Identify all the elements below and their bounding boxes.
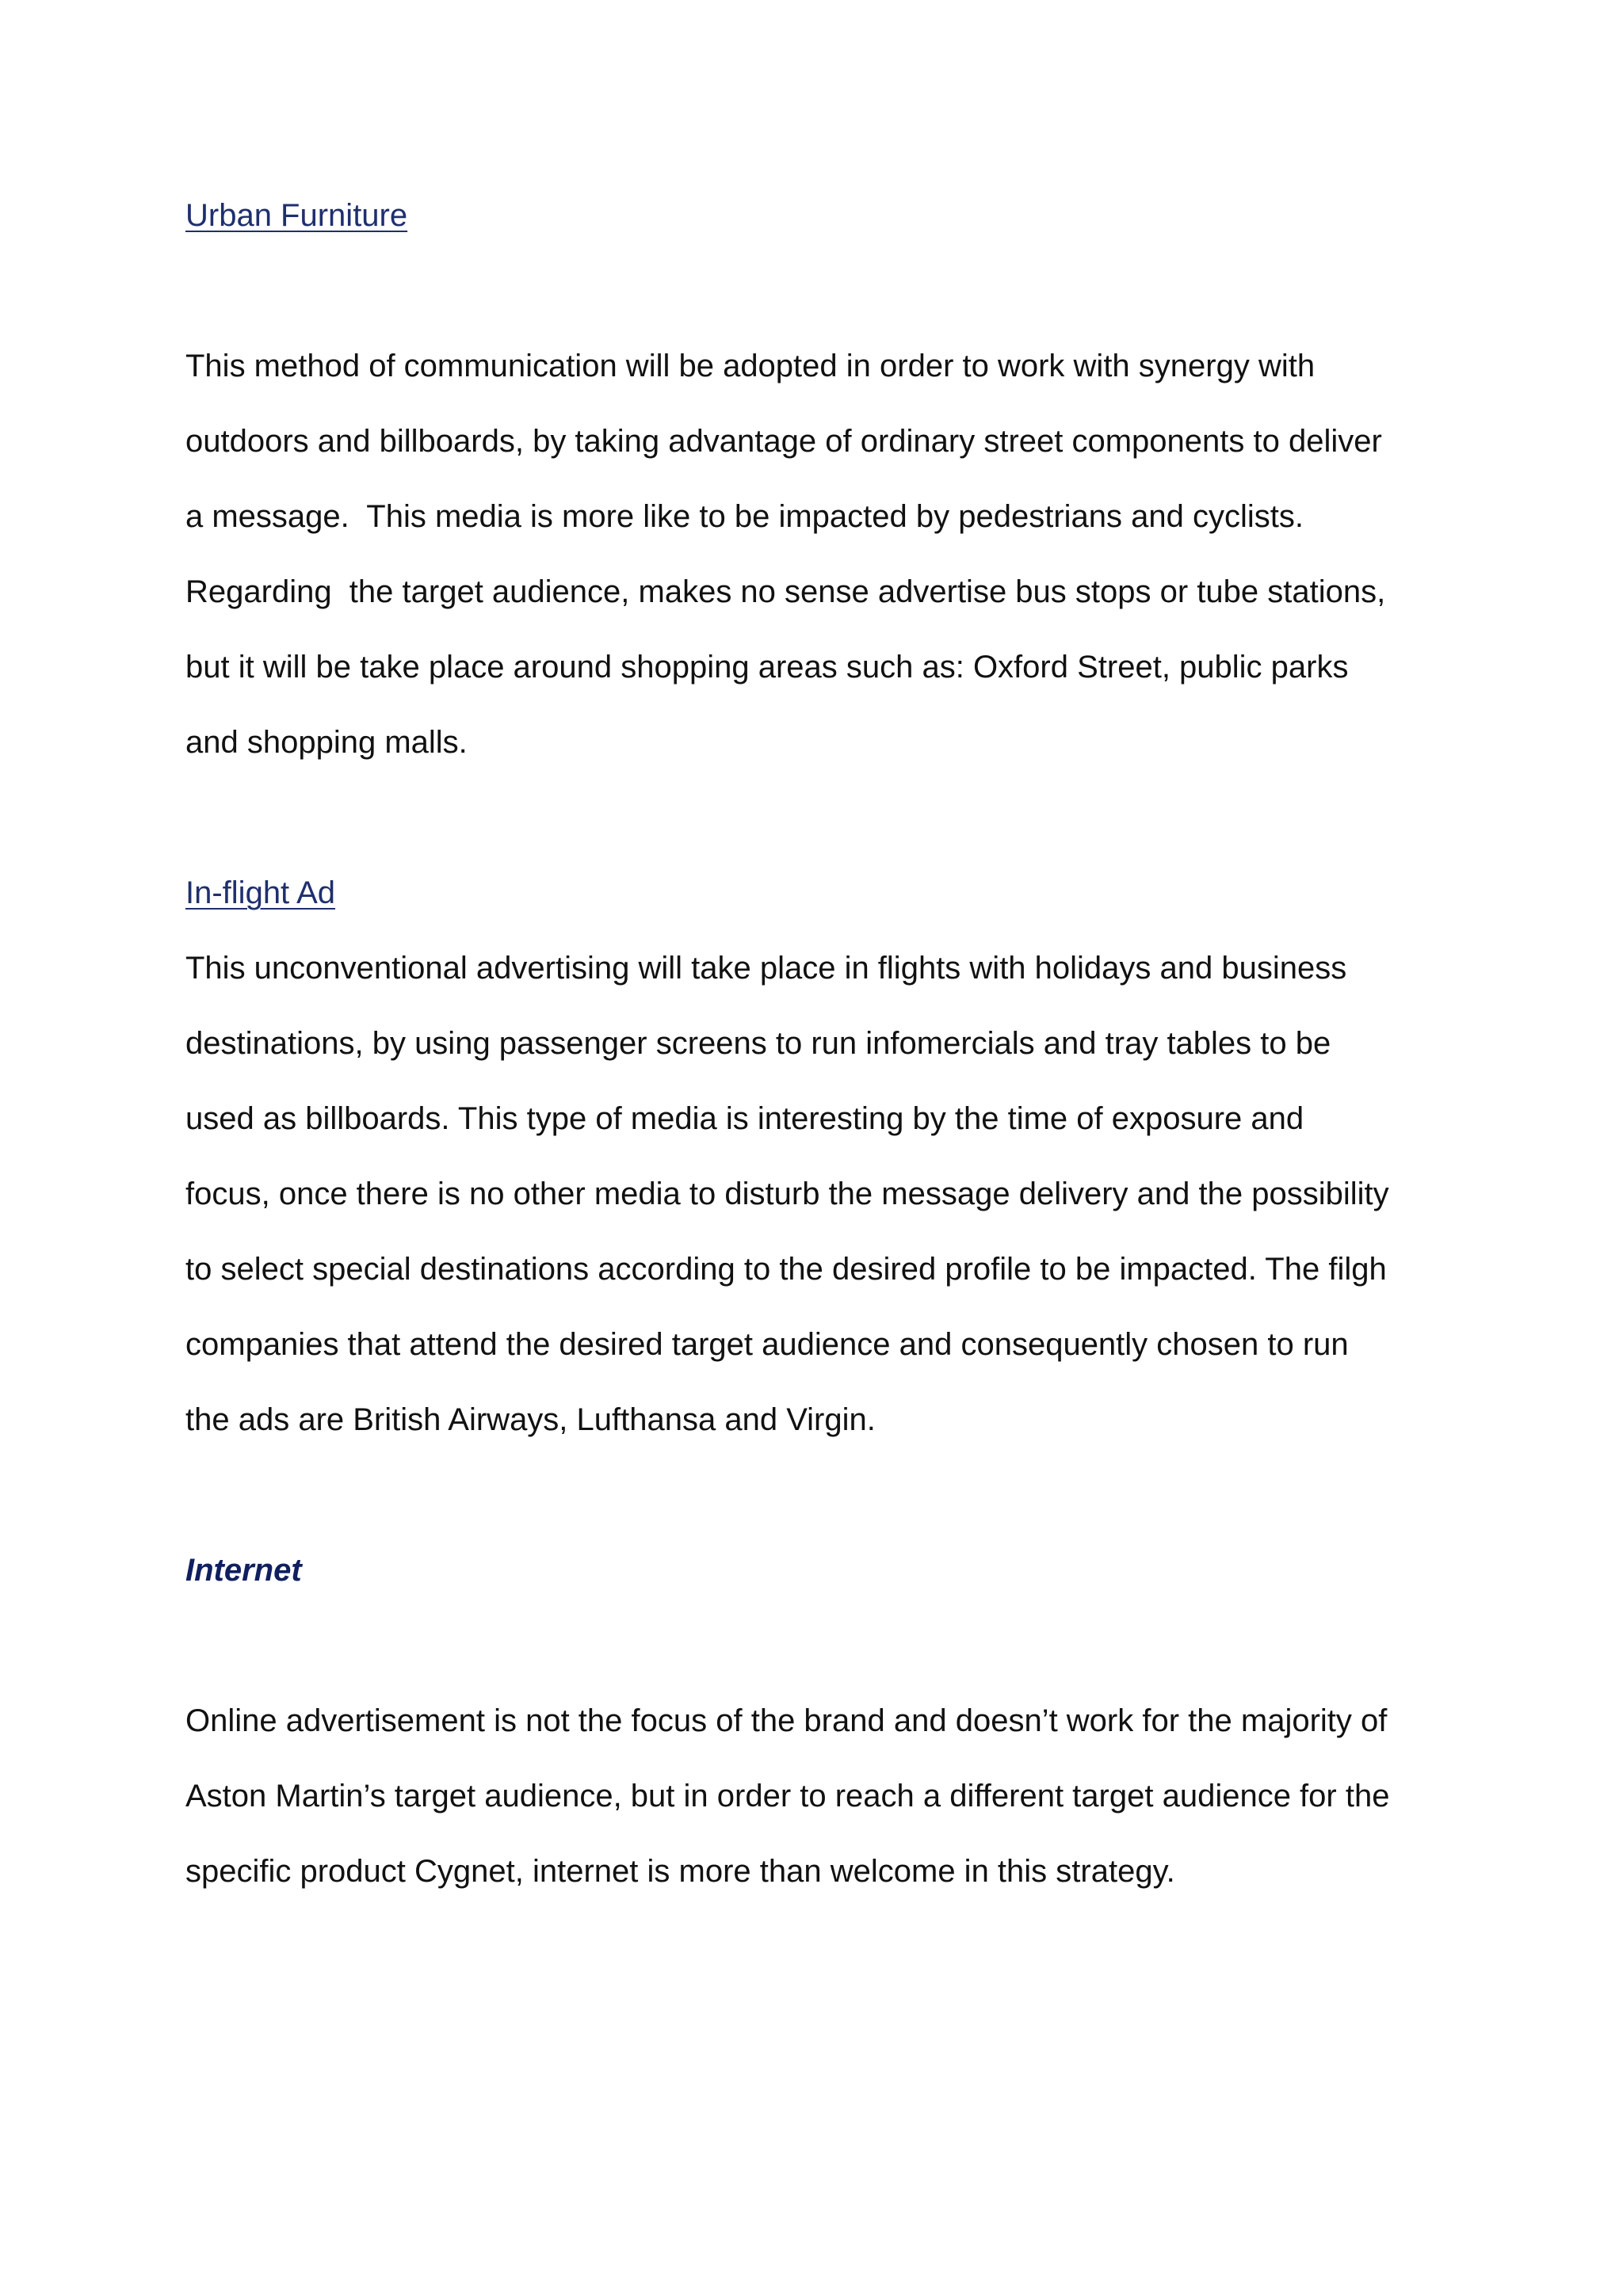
paragraph-line: to select special destinations according to the desired profile to be impacted. The filgh [185,1252,1387,1287]
paragraph-line: a message. This media is more like to be impacted by pedestrians and cyclists. [185,499,1304,534]
section-heading-internet: Internet [185,1553,302,1588]
section-heading-urban-furniture: Urban Furniture [185,198,408,233]
paragraph-line: Aston Martin’s target audience, but in order to reach a different target audience for the [185,1779,1390,1814]
section-heading-inflight-ad: In-flight Ad [185,875,336,910]
paragraph-line: but it will be take place around shopping areas such as: Oxford Street, public parks [185,650,1349,685]
paragraph-line: This method of communication will be adopted in order to work with synergy with [185,349,1316,383]
paragraph-line: Online advertisement is not the focus of the brand and doesn’t work for the majority of [185,1703,1388,1738]
paragraph-line: This unconventional advertising will take place in flights with holidays and business [185,951,1347,986]
paragraph-line: used as billboards. This type of media is interesting by the time of exposure and [185,1101,1304,1136]
paragraph-line: specific product Cygnet, internet is more than welcome in this strategy. [185,1854,1175,1889]
paragraph-line: Regarding the target audience, makes no sense advertise bus stops or tube stations, [185,574,1386,609]
paragraph-line: destinations, by using passenger screens to run infomercials and tray tables to be [185,1026,1331,1061]
paragraph-line: companies that attend the desired target audience and consequently chosen to run [185,1327,1349,1362]
paragraph-line: the ads are British Airways, Lufthansa and Virgin. [185,1402,876,1437]
paragraph-line: focus, once there is no other media to disturb the message delivery and the possibility [185,1177,1389,1211]
paragraph-line: outdoors and billboards, by taking advantage of ordinary street components to deliver [185,424,1382,459]
paragraph-line: and shopping malls. [185,725,468,760]
